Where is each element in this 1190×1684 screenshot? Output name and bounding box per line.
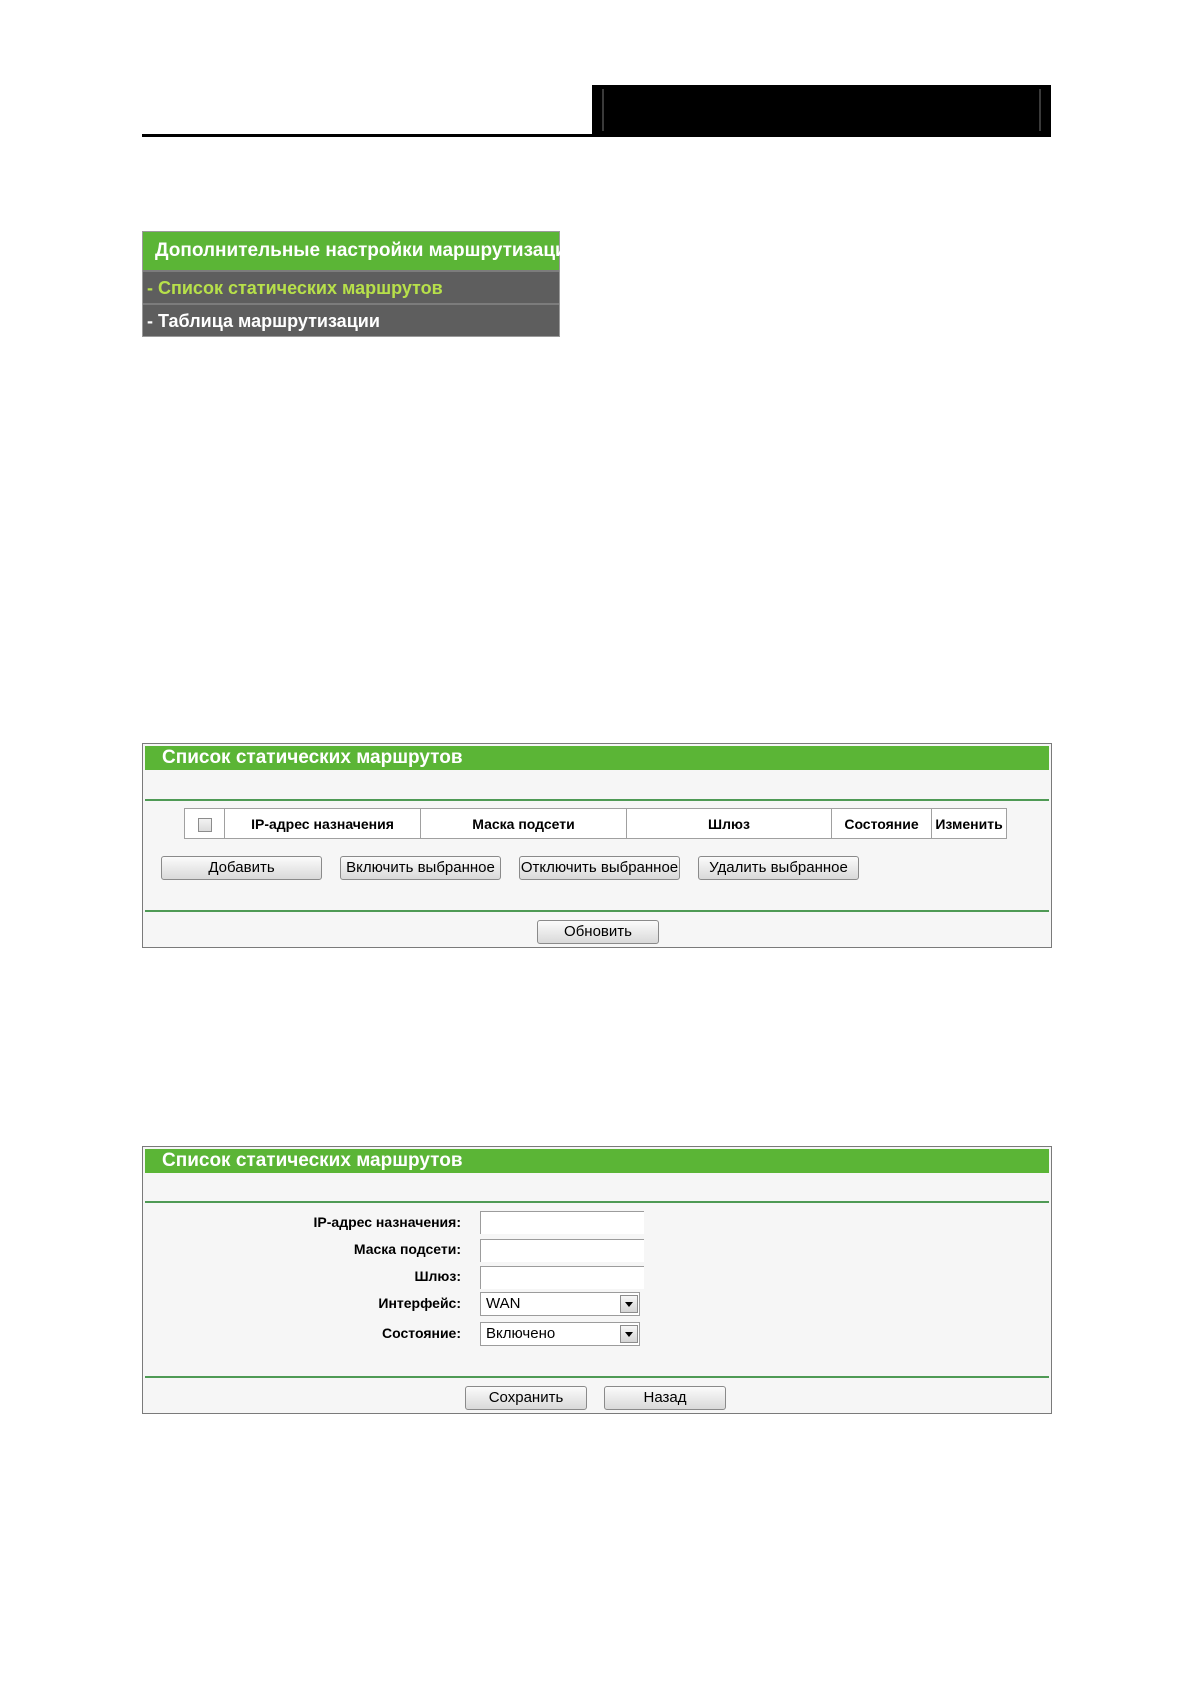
divider-top — [145, 1201, 1049, 1203]
subnet-mask-input[interactable] — [480, 1239, 644, 1262]
save-button[interactable]: Сохранить — [465, 1386, 587, 1410]
menu-item-static-routes[interactable]: - Список статических маршрутов — [143, 270, 559, 303]
header-bar — [592, 85, 1051, 135]
table-header-row — [185, 809, 1007, 839]
interface-select[interactable] — [480, 1292, 640, 1316]
delete-selected-button[interactable]: Удалить выбранное — [698, 856, 859, 880]
panel-title: Список статических маршрутов — [145, 1149, 1049, 1173]
label-destination-ip: IP-адрес назначения: — [313, 1214, 461, 1230]
chevron-down-icon[interactable] — [620, 1295, 638, 1313]
header-bar-tick-left — [602, 89, 604, 131]
column-edit: Изменить — [932, 809, 1007, 839]
add-button[interactable]: Добавить — [161, 856, 322, 880]
divider-bottom — [145, 910, 1049, 912]
back-button[interactable]: Назад — [604, 1386, 726, 1410]
status-select[interactable] — [480, 1322, 640, 1346]
select-all-checkbox[interactable] — [198, 818, 212, 832]
refresh-button[interactable]: Обновить — [537, 920, 659, 944]
static-routes-list-panel — [142, 743, 1052, 948]
divider-bottom — [145, 1376, 1049, 1378]
menu-item-routing-table[interactable]: - Таблица маршрутизации — [143, 303, 559, 336]
chevron-down-icon[interactable] — [620, 1325, 638, 1343]
enable-selected-button[interactable]: Включить выбранное — [340, 856, 501, 880]
label-interface: Интерфейс: — [378, 1295, 461, 1311]
gateway-input[interactable] — [480, 1266, 644, 1289]
static-route-form-panel — [142, 1146, 1052, 1414]
label-gateway: Шлюз: — [414, 1268, 461, 1284]
column-status: Состояние — [832, 809, 932, 839]
status-select-value: Включено — [486, 1325, 556, 1342]
interface-select-value: WAN — [486, 1295, 521, 1312]
divider-top — [145, 799, 1049, 801]
destination-ip-input[interactable] — [480, 1211, 644, 1234]
select-all-cell — [185, 809, 225, 839]
menu-title: Дополнительные настройки маршрутизации — [143, 232, 559, 270]
panel-title: Список статических маршрутов — [145, 746, 1049, 770]
routes-table — [184, 808, 1007, 839]
disable-selected-button[interactable]: Отключить выбранное — [519, 856, 680, 880]
column-gateway: Шлюз — [627, 809, 832, 839]
label-status: Состояние: — [382, 1325, 461, 1341]
header-bar-tick-right — [1039, 89, 1041, 131]
column-subnet-mask: Маска подсети — [421, 809, 627, 839]
label-subnet-mask: Маска подсети: — [353, 1241, 461, 1257]
advanced-routing-menu — [142, 231, 579, 337]
column-destination-ip: IP-адрес назначения — [225, 809, 421, 839]
